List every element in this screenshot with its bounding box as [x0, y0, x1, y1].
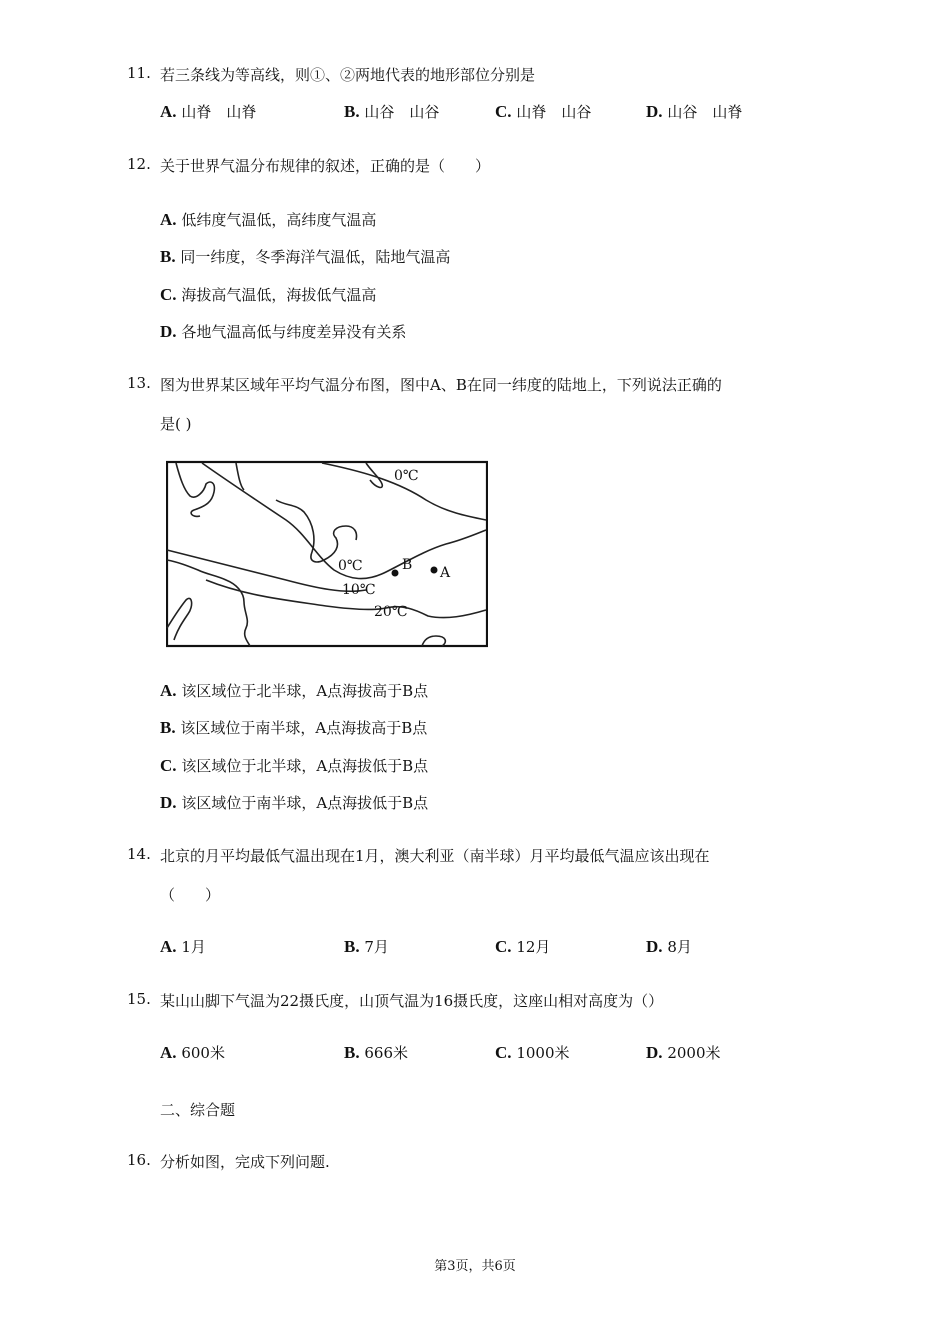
- option-text: 山脊 山谷: [516, 103, 592, 121]
- option-letter: A.: [160, 681, 177, 700]
- option-letter: A.: [160, 937, 177, 956]
- question-13-number: 13.: [127, 374, 151, 392]
- option-letter: B.: [344, 937, 360, 956]
- option-letter: B.: [160, 247, 176, 266]
- question-14-number: 14.: [127, 845, 151, 863]
- option-letter: C.: [495, 937, 512, 956]
- q13-option-b[interactable]: [160, 717, 427, 738]
- question-11-number: 11.: [127, 64, 151, 82]
- q13-option-a[interactable]: [160, 680, 428, 701]
- option-text: 该区域位于北半球，A点海拔低于B点: [181, 757, 429, 775]
- q14-option-c[interactable]: [495, 936, 550, 957]
- q12-option-c[interactable]: [160, 284, 376, 305]
- label-0c-north: 0℃: [394, 468, 419, 484]
- option-text: 8月: [667, 938, 692, 956]
- q12-option-b[interactable]: [160, 246, 450, 267]
- option-text: 该区域位于南半球，A点海拔高于B点: [180, 719, 428, 737]
- isotherm-map: [166, 460, 488, 648]
- label-20c: 20℃: [374, 604, 408, 620]
- label-point-a: A: [440, 565, 451, 581]
- option-text: 666米: [364, 1044, 409, 1062]
- q13-option-c[interactable]: [160, 755, 428, 776]
- option-letter: C.: [160, 756, 177, 775]
- question-15-number: 15.: [127, 990, 151, 1008]
- question-14-text-line2: （ ）: [160, 886, 221, 904]
- option-letter: A.: [160, 102, 177, 121]
- option-letter: B.: [344, 102, 360, 121]
- option-letter: D.: [646, 1043, 663, 1062]
- option-letter: D.: [160, 322, 177, 341]
- option-text: 山谷 山谷: [364, 103, 440, 121]
- q11-option-d[interactable]: [646, 101, 742, 122]
- question-14-text-line1: 北京的月平均最低气温出现在1月，澳大利亚（南半球）月平均最低气温应该出现在: [160, 847, 710, 865]
- q12-option-a[interactable]: [160, 209, 376, 230]
- option-text: 该区域位于南半球，A点海拔低于B点: [181, 794, 429, 812]
- option-text: 2000米: [667, 1044, 721, 1062]
- q15-option-b[interactable]: [344, 1042, 408, 1063]
- question-12-text: 关于世界气温分布规律的叙述，正确的是（ ）: [160, 157, 491, 175]
- question-11-text: 若三条线为等高线，则①、②两地代表的地形部位分别是: [160, 66, 536, 84]
- option-text: 低纬度气温低，高纬度气温高: [181, 211, 377, 229]
- point-a-marker: [431, 567, 438, 574]
- question-12-number: 12.: [127, 155, 151, 173]
- q11-option-c[interactable]: [495, 101, 591, 122]
- option-letter: D.: [160, 793, 177, 812]
- q14-option-d[interactable]: [646, 936, 692, 957]
- option-text: 1月: [181, 938, 206, 956]
- option-letter: C.: [495, 1043, 512, 1062]
- q13-option-d[interactable]: [160, 792, 428, 813]
- q14-option-b[interactable]: [344, 936, 389, 957]
- option-text: 1000米: [516, 1044, 570, 1062]
- option-letter: A.: [160, 1043, 177, 1062]
- option-letter: D.: [646, 937, 663, 956]
- question-16-number: 16.: [127, 1151, 151, 1169]
- question-16-text: 分析如图，完成下列问题.: [160, 1153, 330, 1171]
- option-text: 同一纬度，冬季海洋气温低，陆地气温高: [180, 248, 451, 266]
- option-letter: C.: [160, 285, 177, 304]
- option-text: 600米: [181, 1044, 225, 1062]
- option-text: 山脊 山脊: [181, 103, 257, 121]
- option-text: 该区域位于北半球，A点海拔高于B点: [181, 682, 429, 700]
- option-letter: D.: [646, 102, 663, 121]
- option-text: 山谷 山脊: [667, 103, 743, 121]
- label-point-b: B: [402, 557, 413, 573]
- option-text: 12月: [516, 938, 551, 956]
- option-letter: B.: [160, 718, 176, 737]
- option-letter: A.: [160, 210, 177, 229]
- option-letter: C.: [495, 102, 512, 121]
- page-footer: 第3页，共6页: [434, 1259, 516, 1274]
- question-15-text: 某山山脚下气温为22摄氏度，山顶气温为16摄氏度，这座山相对高度为（）: [160, 992, 664, 1010]
- question-13-text-line2: 是( ): [160, 415, 192, 433]
- option-text: 7月: [364, 938, 389, 956]
- q15-option-a[interactable]: [160, 1042, 225, 1063]
- q15-option-c[interactable]: [495, 1042, 570, 1063]
- option-text: 海拔高气温低，海拔低气温高: [181, 286, 377, 304]
- option-text: 各地气温高低与纬度差异没有关系: [181, 323, 407, 341]
- q11-option-a[interactable]: [160, 101, 256, 122]
- q11-option-b[interactable]: [344, 101, 439, 122]
- option-letter: B.: [344, 1043, 360, 1062]
- q14-option-a[interactable]: [160, 936, 206, 957]
- question-13-text-line1: 图为世界某区域年平均气温分布图，图中A、B在同一纬度的陆地上，下列说法正确的: [160, 376, 722, 394]
- label-10c: 10℃: [342, 582, 376, 598]
- point-b-marker: [392, 570, 399, 577]
- q15-option-d[interactable]: [646, 1042, 721, 1063]
- section-2-title: 二、综合题: [160, 1101, 236, 1119]
- label-0c-mid: 0℃: [338, 558, 363, 574]
- q12-option-d[interactable]: [160, 321, 406, 342]
